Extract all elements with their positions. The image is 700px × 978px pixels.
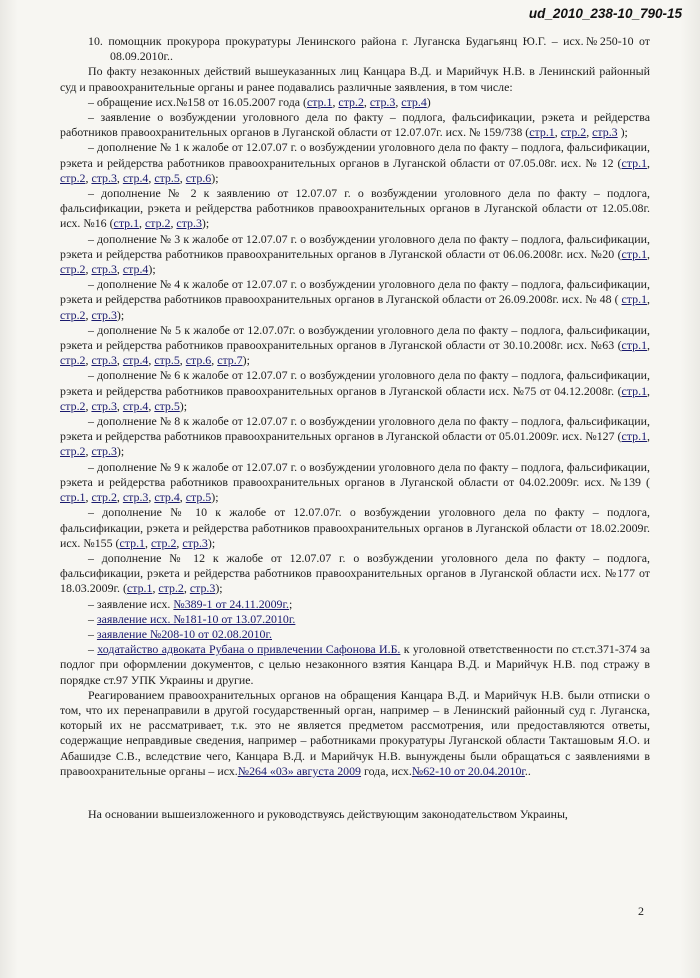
page-ref-link[interactable]: стр.1 <box>529 125 555 140</box>
entry-9 <box>60 460 650 506</box>
page-ref-link[interactable]: стр.5 <box>154 353 180 368</box>
short-entry-link[interactable]: №389-1 от 24.11.2009г. <box>173 596 289 611</box>
entry-tail: ) <box>426 94 431 109</box>
entry-5 <box>60 277 650 323</box>
page-ref-link[interactable]: стр.1 <box>113 216 140 231</box>
ref-separator: , <box>85 262 92 277</box>
ref-separator: , <box>148 170 155 185</box>
ref-separator: , <box>183 581 190 596</box>
page-ref-link[interactable]: стр.2 <box>60 444 86 459</box>
ref-separator: , <box>647 292 650 307</box>
page-ref-link[interactable]: стр.4 <box>122 262 149 277</box>
short-entry-2 <box>60 627 650 642</box>
entry-8 <box>60 414 650 460</box>
page-ref-link[interactable]: стр.2 <box>338 94 364 109</box>
ref-separator: , <box>85 353 92 368</box>
page-ref-link[interactable]: стр.3 <box>369 94 396 109</box>
page-ref-link[interactable]: стр.2 <box>91 490 117 505</box>
page-ref-link[interactable]: стр.4 <box>122 398 149 413</box>
entry-1 <box>60 110 650 140</box>
entry-text: – дополнение № 3 к жалобе от 12.07.07 г. о возбуждении уголовного дела по факту – подлога, фальсификации, рэкета и рейдерства работников правоохранительных органов в Луганской области от 06.06.2008г. исх. №20 ( <box>60 231 650 261</box>
page-ref-link[interactable]: стр.6 <box>185 353 212 368</box>
page-ref-link[interactable]: стр.5 <box>185 490 212 505</box>
entry-6 <box>60 323 650 369</box>
page-ref-link[interactable]: стр.1 <box>621 246 648 261</box>
entry-text: – обращение исх.№158 от 16.05.2007 года ( <box>88 94 307 109</box>
page-ref-link[interactable]: стр.5 <box>154 170 180 185</box>
page-ref-link[interactable]: стр.3 <box>189 581 216 596</box>
page-ref-link[interactable]: стр.6 <box>185 170 212 185</box>
ref-separator: , <box>85 490 92 505</box>
entry-tail: ); <box>215 581 223 596</box>
lawyer-entry-text: к уголовной ответственности по ст.ст.371-374 за подлог при оформлении документов, с целью незаконного взятия Канцара В.Д. и Марийчук Н.В. под стражу в порядке ст.97 УПК Украины и другие. <box>60 642 650 687</box>
entry-text: – дополнение № 6 к жалобе от 12.07.07 г. о возбуждении уголовного дела по факту – подлога, фальсификации, рэкета и рейдерства работников правоохранительных органов в Луганской области исх. №75 от 04.12.2008г. ( <box>60 368 650 398</box>
ref-separator: , <box>363 94 370 109</box>
entry-text: – дополнение № 8 к жалобе от 12.07.07 г. о возбуждении уголовного дела по факту – подлога, фальсификации, рэкета и рейдерства работников правоохранительных органов в Луганской области от 05.01.2009г. исх. №127 ( <box>60 414 650 444</box>
ref-separator: , <box>179 490 186 505</box>
page-ref-link[interactable]: стр.2 <box>60 262 86 277</box>
ref-separator: , <box>170 216 177 231</box>
page-ref-link[interactable]: стр.4 <box>401 94 427 109</box>
intro-paragraph: По факту незаконных действий вышеуказанных лиц Канцара В.Д. и Марийчук Н.В. в Ленинский районный суд и правоохранительные органы и ранее подавались различные заявления, в том числе: <box>60 64 650 94</box>
page-ref-link[interactable]: стр.1 <box>306 94 333 109</box>
ref-separator: , <box>179 353 186 368</box>
page-ref-link[interactable]: стр.1 <box>621 338 648 353</box>
page-ref-link[interactable]: стр.4 <box>122 170 149 185</box>
entry-0 <box>60 95 650 110</box>
entry-text: – дополнение № 1 к жалобе от 12.07.07 г. о возбуждении уголовного дела по факту – подлога, фальсификации, рэкета и рейдерства работников правоохранительных органов в Луганской области от 07.05.08г. исх. № 12 ( <box>60 140 650 170</box>
entry-10 <box>60 505 650 551</box>
short-entry-prefix: – заявление исх. <box>88 596 174 611</box>
ref-separator: , <box>139 216 145 231</box>
page-ref-link[interactable]: стр.1 <box>621 292 648 307</box>
ref-separator: , <box>211 353 218 368</box>
entries-list <box>60 95 650 597</box>
entry-text: – дополнение № 10 к жалобе от 12.07.07г. о возбуждении уголовного дела по факту – подлога, фальсификации, рэкета и рейдерства работников правоохранительных органов в Луганской области от 18.02.2009г. исх. №155 ( <box>60 505 650 550</box>
short-entry-prefix: – <box>88 611 97 626</box>
ref-separator: , <box>116 490 123 505</box>
page-ref-link[interactable]: стр.3 <box>91 170 117 185</box>
entry-text: – дополнение № 5 к жалобе от 12.07.07г. о возбуждении уголовного дела по факту – подлога, фальсификации, рэкета и рейдерства работников правоохранительных органов в Луганской области от 30.10.2008г. исх. №63 ( <box>60 322 650 353</box>
page-ref-link[interactable]: стр.1 <box>621 155 648 170</box>
entry-tail: ); <box>242 353 250 368</box>
ref-separator: , <box>152 581 159 596</box>
item-10: 10. помощник прокурора прокуратуры Ленинского района г. Луганска Будагьянц Ю.Г. – исх.№250-10 от 08.09.2010г.. <box>88 34 650 64</box>
ref-separator: , <box>647 383 650 398</box>
ref-separator: , <box>647 429 650 444</box>
ref-separator: , <box>85 444 92 459</box>
document-body <box>60 34 650 822</box>
entry-text: – дополнение № 4 к жалобе от 12.07.07 г. о возбуждении уголовного дела по факту – подлога, фальсификации, рэкета и рейдерства работников правоохранительных органов в Луганской области от 26.09.2008г. исх. № 48 ( <box>60 277 650 307</box>
entry-text: – дополнение № 9 к жалобе от 12.07.07 г. о возбуждении уголовного дела по факту – подлога, фальсификации, рэкета и рейдерства работников правоохранительных органов в Луганской области от 04.02.2009г. исх. №139 ( <box>60 459 650 489</box>
ref-separator: , <box>116 170 123 185</box>
ref-separator: , <box>144 535 151 550</box>
entry-tail: ); <box>207 535 216 550</box>
page-ref-link[interactable]: стр.4 <box>154 490 180 505</box>
ref-separator: , <box>148 353 155 368</box>
entry-tail: ); <box>211 170 219 185</box>
short-entry-prefix: – <box>88 626 97 641</box>
entry-tail: ); <box>201 216 210 231</box>
page-ref-link[interactable]: стр.2 <box>560 125 587 140</box>
page-number: 2 <box>638 904 644 918</box>
entry-tail: ); <box>179 398 188 413</box>
short-entry-link[interactable]: заявление исх. №181-10 от 13.07.2010г. <box>96 611 296 626</box>
short-entry-0 <box>60 597 650 612</box>
entry-11 <box>60 551 650 597</box>
entry-tail: ); <box>211 490 219 505</box>
ref-separator: , <box>554 125 561 140</box>
lawyer-entry-prefix: – <box>88 642 98 657</box>
page-ref-link[interactable]: стр.1 <box>621 383 648 398</box>
ref-separator: , <box>176 535 183 550</box>
entry-tail: ); <box>116 444 125 459</box>
short-entries-list <box>60 597 650 643</box>
page-ref-link[interactable]: стр.2 <box>158 581 184 596</box>
entry-text: – дополнение № 2 к заявлению от 12.07.07 г. о возбуждении уголовного дела по факту – подлога, фальсификации, рэкета и рейдерства работников правоохранительных органов в Луганской области от 12.05.08г. исх. №16 ( <box>60 186 650 231</box>
reaction-paragraph <box>60 688 650 779</box>
page-ref-link[interactable]: стр.2 <box>150 535 177 550</box>
ref-separator: , <box>148 490 155 505</box>
reaction-tail: .. <box>524 763 531 778</box>
lawyer-entry-link[interactable]: ходатайство адвоката Рубана о привлечении Сафонова И.Б. <box>97 642 401 657</box>
entry-text: – дополнение № 12 к жалобе от 12.07.07 г. о возбуждении уголовного дела по факту – подлога, фальсификации, рэкета и рейдерства работников правоохранительных органов в Луганской области исх. №177 от 18.03.2009г. ( <box>60 550 650 596</box>
page-ref-link[interactable]: стр.2 <box>144 216 171 231</box>
document-id: ud_2010_238-10_790-15 <box>528 6 682 21</box>
ref-separator: , <box>116 262 123 277</box>
ref-separator: , <box>148 398 155 413</box>
page-ref-link[interactable]: стр.1 <box>119 535 145 550</box>
ref-separator: , <box>586 125 593 140</box>
short-entry-tail: ; <box>288 596 293 611</box>
page-ref-link[interactable]: стр.3 <box>182 535 208 550</box>
entry-3 <box>60 186 650 232</box>
page-ref-link[interactable]: стр.1 <box>60 490 86 505</box>
ref-separator: , <box>116 353 123 368</box>
short-entry-1 <box>60 612 650 627</box>
page-ref-link[interactable]: стр.2 <box>60 170 86 185</box>
entry-tail: ); <box>617 125 628 140</box>
page-ref-link[interactable]: стр.3 <box>91 398 117 413</box>
reaction-link-62[interactable]: №62-10 от 20.04.2010г <box>411 763 525 778</box>
page-ref-link[interactable]: стр.3 <box>91 444 117 459</box>
lawyer-entry <box>60 642 650 688</box>
page-ref-link[interactable]: стр.3 <box>91 262 117 277</box>
page-ref-link[interactable]: стр.7 <box>217 353 243 368</box>
ref-separator: , <box>85 398 92 413</box>
short-entry-link[interactable]: заявление №208-10 от 02.08.2010г. <box>96 626 272 641</box>
ref-separator: , <box>395 94 402 109</box>
reaction-mid: года, исх. <box>361 763 412 778</box>
page-ref-link[interactable]: стр.2 <box>60 398 86 413</box>
page-ref-link[interactable]: стр.2 <box>60 307 86 322</box>
entry-7 <box>60 368 650 414</box>
ref-separator: , <box>85 307 92 322</box>
ref-separator: , <box>332 94 339 109</box>
reaction-text: Реагированием правоохранительных органов на обращения Канцара В.Д. и Марийчук Н.В. были отписки о том, что их перенаправили в другой государственный орган, например – в Ленинский районный суд г. Луганска, который их не рассматривает, т.к. это не является предметом рассмотрения, или предоставляются ответы, содержащие неправдивые сведения, например – работниками прокуратуры Луганской области Такташовым Я.О. и Абашидзе С.В., вследствие чего, Канцара В.Д. и Марийчук Н.В. вынуждены были обращаться с заявлениями в правоохранительные органы – исх. <box>60 687 650 778</box>
page-ref-link[interactable]: стр.4 <box>122 353 149 368</box>
page-ref-link[interactable]: стр.1 <box>126 581 153 596</box>
ref-separator: , <box>647 338 650 353</box>
ref-separator: , <box>116 398 123 413</box>
closing-paragraph: На основании вышеизложенного и руководствуясь действующим законодательством Украины, <box>88 806 568 821</box>
reaction-link-264[interactable]: №264 «03» августа 2009 <box>237 763 362 778</box>
page-ref-link[interactable]: стр.3 <box>592 125 618 140</box>
ref-separator: , <box>647 246 650 261</box>
page-ref-link[interactable]: стр.3 <box>122 490 149 505</box>
ref-separator: , <box>179 170 186 185</box>
entry-4 <box>60 232 650 278</box>
ref-separator: , <box>85 170 92 185</box>
page-ref-link[interactable]: стр.3 <box>91 307 117 322</box>
entry-2 <box>60 140 650 186</box>
ref-separator: , <box>647 155 650 170</box>
page-ref-link[interactable]: стр.3 <box>176 216 202 231</box>
entry-text: – заявление о возбуждении уголовного дела по факту – подлога, фальсификации, рэкета и рейдерства работников правоохранительных органов в Луганской области от 12.07.07г. исх. № 159/738 ( <box>60 110 650 140</box>
page-ref-link[interactable]: стр.1 <box>621 429 648 444</box>
page-ref-link[interactable]: стр.5 <box>154 398 180 413</box>
entry-tail: ); <box>148 262 156 277</box>
entry-tail: ); <box>116 307 125 322</box>
page-ref-link[interactable]: стр.3 <box>91 353 117 368</box>
page-ref-link[interactable]: стр.2 <box>60 353 86 368</box>
